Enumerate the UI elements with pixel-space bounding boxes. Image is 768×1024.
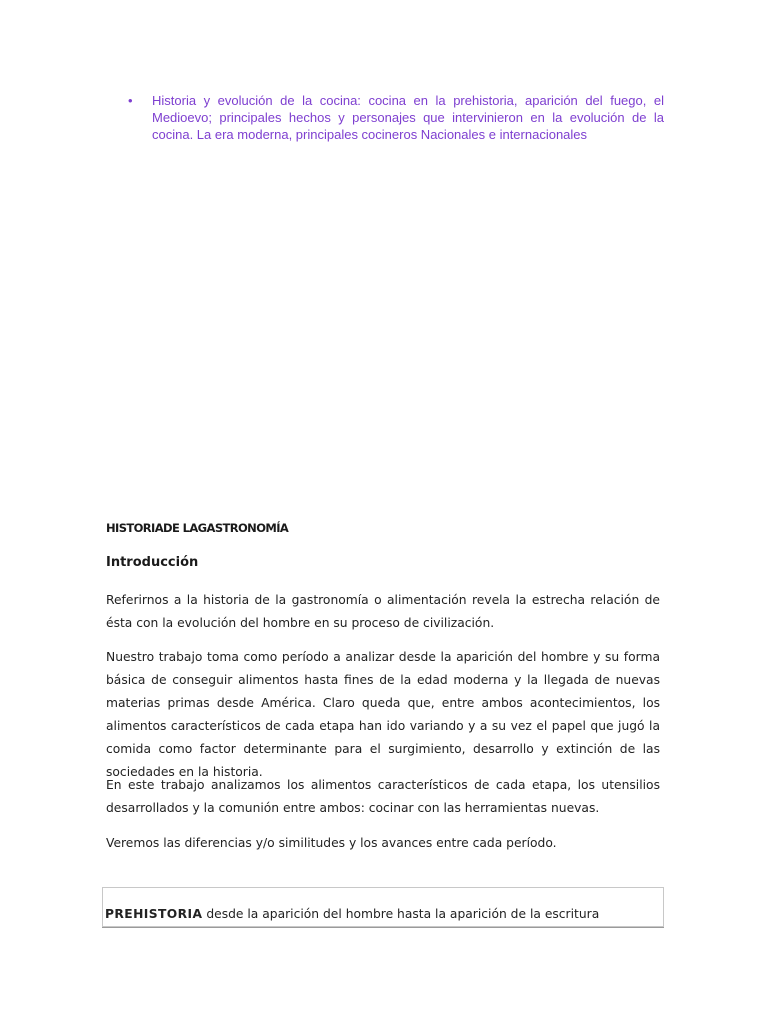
topic-bullet-text: Historia y evolución de la cocina: cocina en la prehistoria, aparición del fuego, el Medioevo; principales hechos y personajes que intervinieron en la evolución de la cocina. La era moderna, principales cocineros Nacionales e internacionales [152,93,664,142]
prehistoria-description: desde la aparición del hombre hasta la aparición de la escritura [202,907,600,921]
paragraph-1: Referirnos a la historia de la gastronomía o alimentación revela la estrecha relación de ésta con la evolución del hombre en su proceso de civilización. [106,593,660,630]
prehistoria-label: PREHISTORIA [105,907,203,921]
document-title: HISTORIADE LAGASTRONOMÍA [106,521,289,535]
paragraph-3: En este trabajo analizamos los alimentos característicos de cada etapa, los utensilios desarrollados y la comunión entre ambos: cocinar con las herramientas nuevas. [106,778,660,815]
bullet-dot-icon: • [128,93,133,108]
prehistoria-line [105,907,599,921]
prehistoria-box [102,887,664,927]
paragraph-2: Nuestro trabajo toma como período a analizar desde la aparición del hombre y su forma básica de conseguir alimentos hasta fines de la edad moderna y la llegada de nuevas materias primas desde América. Claro queda que, entre ambos acontecimientos, los alimentos característicos de cada etapa han ido variando y a su vez el papel que jugó la comida como factor determinante para el surgimiento, desarrollo y extinción de las sociedades en la historia. [106,650,660,779]
paragraph-4: Veremos las diferencias y/o similitudes y los avances entre cada período. [106,836,557,850]
section-heading: Introducción [106,555,199,570]
topic-bullet-item [128,92,664,143]
topic-bullet-list [128,92,664,143]
